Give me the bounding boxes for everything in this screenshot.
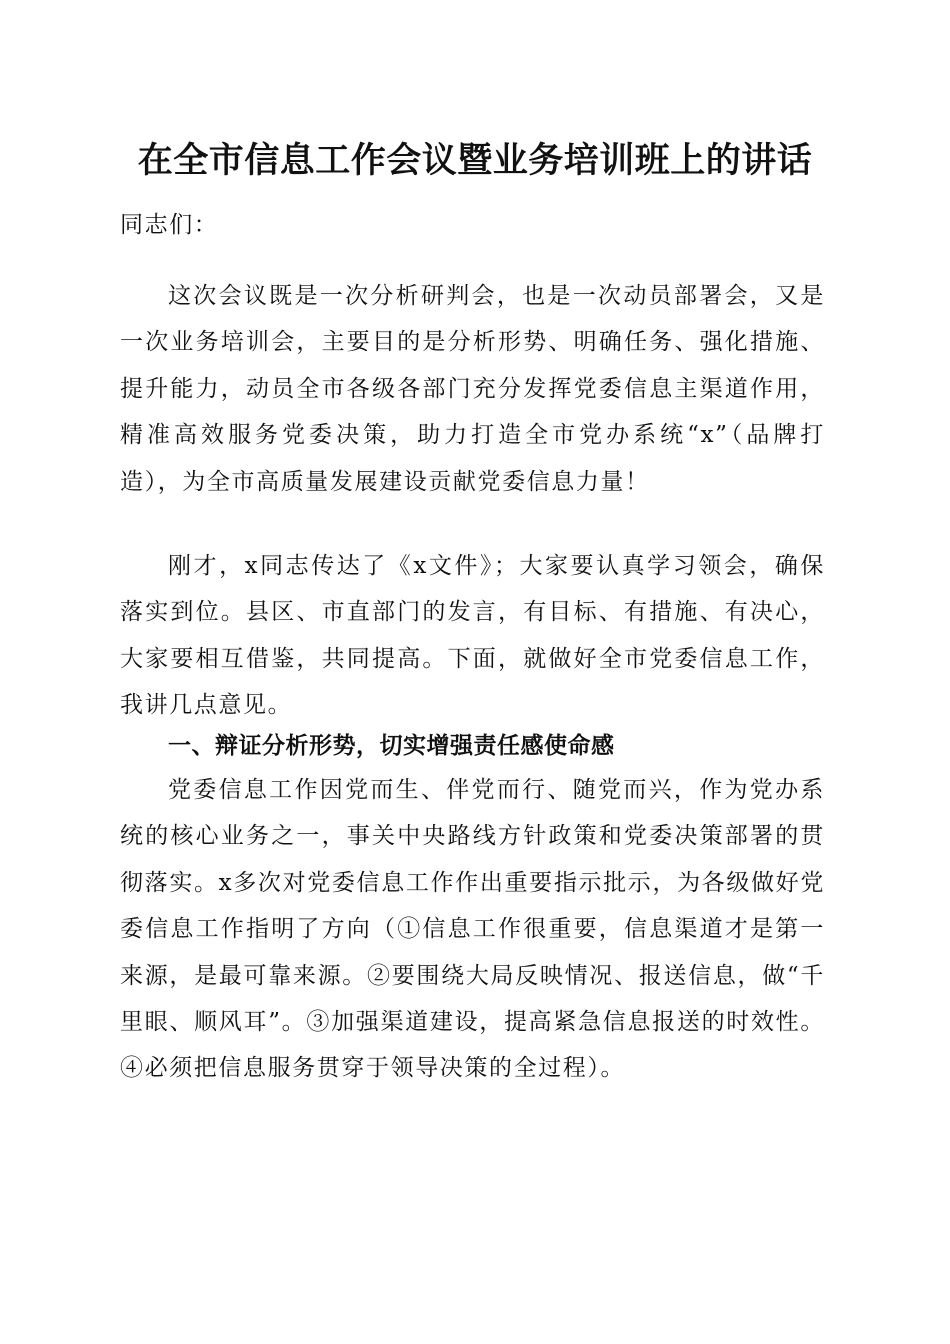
salutation: 同志们： bbox=[120, 212, 219, 238]
paragraph-intro: 这次会议既是一次分析研判会，也是一次动员部署会，又是一次业务培训会，主要目的是分析形势、明确任务、强化措施、提升能力，动员全市各级各部门充分发挥党委信息主渠道作用，精准高效服务党委决策，助力打造全市党办系统“x”（品牌打造），为全市高质量发展建设贡献党委信息力量！ bbox=[120, 283, 825, 495]
document-title: 在全市信息工作会议暨业务培训班上的讲话 bbox=[137, 140, 813, 181]
paragraph-section-one: 党委信息工作因党而生、伴党而行、随党而兴，作为党办系统的核心业务之一，事关中央路线方针政策和党委决策部署的贯彻落实。x多次对党委信息工作作出重要指示批示，为各级做好党委信息工作指明了方向（①信息工作很重要，信息渠道才是第一来源，是最可靠来源。②要围绕大局反映情况、报送信息，做“千里眼、顺风耳”。③加强渠道建设，提高紧急信息报送的时效性。④必须把信息服务贯穿于领导决策的全过程）。 bbox=[120, 777, 825, 1082]
section-heading: 一、辩证分析形势，切实增强责任感使命感 bbox=[168, 733, 615, 759]
paragraph-opinions: 刚才，x同志传达了《x文件》；大家要认真学习领会，确保落实到位。县区、市直部门的发言，有目标、有措施、有决心，大家要相互借鉴，共同提高。下面，就做好全市党委信息工作，我讲几点意见。 bbox=[120, 553, 825, 719]
